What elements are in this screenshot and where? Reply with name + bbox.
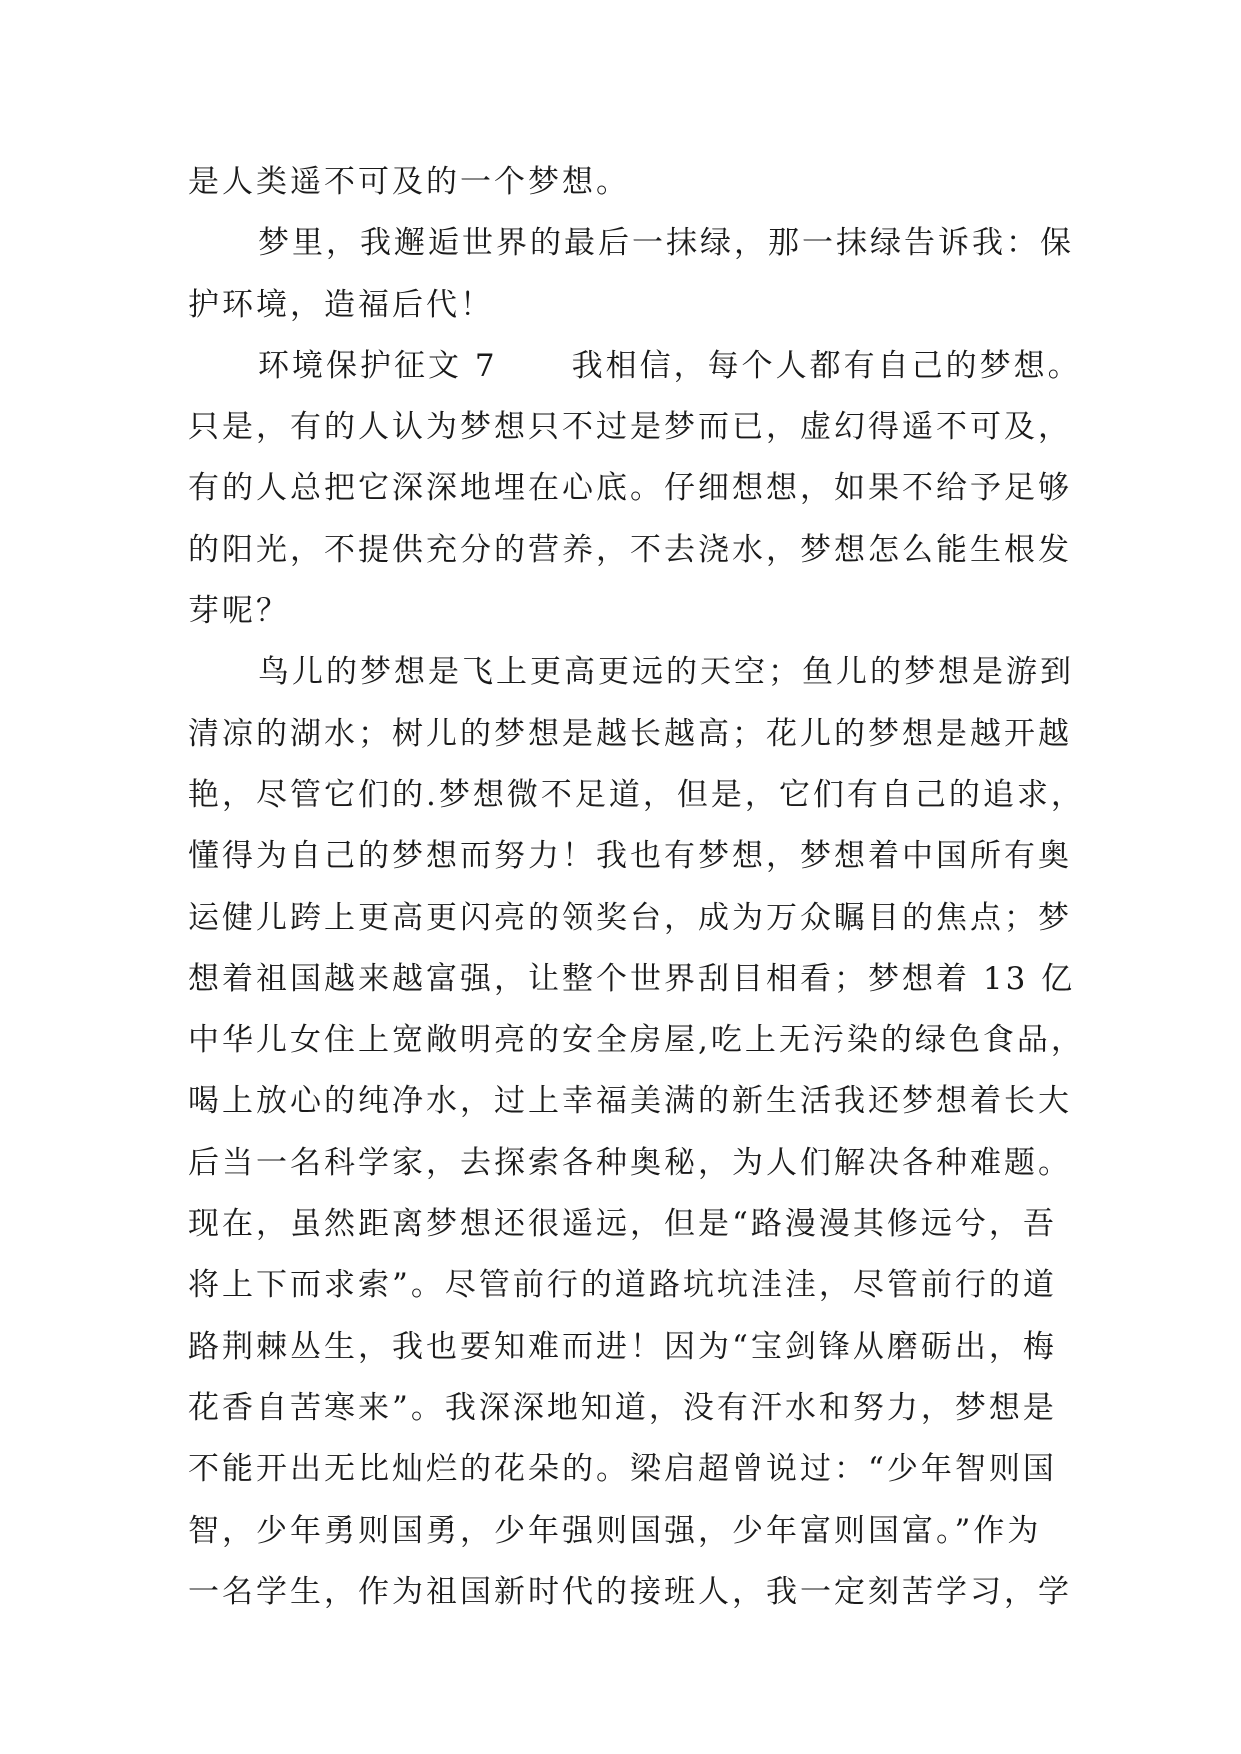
text-line: 是人类遥不可及的一个梦想。	[188, 164, 630, 200]
text-line: 的阳光，不提供充分的营养，不去浇水，梦想怎么能生根发	[188, 531, 1072, 568]
text-line: 鸟儿的梦想是飞上更高更远的天空；鱼儿的梦想是游到	[258, 654, 1074, 691]
text-line: 梦里，我邂逅世界的最后一抹绿，那一抹绿告诉我：保	[258, 225, 1074, 262]
text-line: 不能开出无比灿烂的花朵的。梁启超曾说过：“少年智则国	[188, 1451, 1057, 1488]
essay-heading-line	[188, 342, 1082, 403]
text-line: 护环境，造福后代！	[188, 286, 494, 323]
text-line: 中华儿女住上宽敞明亮的安全房屋,吃上无污染的绿色食品，	[188, 1022, 1085, 1059]
essay-title: 环境保护征文 7	[258, 347, 498, 384]
text-line: 一名学生，作为祖国新时代的接班人，我一定刻苦学习，学	[188, 1573, 1072, 1610]
text-line: 路荆棘丛生，我也要知难而进！因为“宝剑锋从磨砺出，梅	[188, 1328, 1057, 1365]
text-line: 艳，尽管它们的.梦想微不足道，但是，它们有自己的追求，	[188, 776, 1085, 813]
heading-line-text: 我相信，每个人都有自己的梦想。	[571, 347, 1082, 384]
text-line: 花香自苦寒来”。我深深地知道，没有汗水和努力，梦想是	[188, 1389, 1057, 1426]
text-line: 芽呢？	[188, 593, 290, 630]
text-line: 将上下而求索”。尽管前行的道路坑坑洼洼，尽管前行的道	[188, 1267, 1057, 1304]
essay-body	[188, 158, 1085, 1629]
text-line: 清凉的湖水；树儿的梦想是越长越高；花儿的梦想是越开越	[188, 715, 1072, 752]
text-line: 智，少年勇则国勇，少年强则国强，少年富则国富。”作为	[188, 1512, 1042, 1549]
text-line: 后当一名科学家，去探索各种奥秘，为人们解决各种难题。	[188, 1144, 1072, 1181]
text-line: 现在，虽然距离梦想还很遥远，但是“路漫漫其修远兮，吾	[188, 1206, 1057, 1243]
text-line: 喝上放心的纯净水，过上幸福美满的新生活我还梦想着长大	[188, 1083, 1072, 1120]
text-line: 有的人总把它深深地埋在心底。仔细想想，如果不给予足够	[188, 470, 1072, 507]
text-line: 懂得为自己的梦想而努力！我也有梦想，梦想着中国所有奥	[188, 838, 1072, 875]
text-line: 只是，有的人认为梦想只不过是梦而已，虚幻得遥不可及，	[188, 409, 1072, 446]
text-line: 运健儿跨上更高更闪亮的领奖台，成为万众瞩目的焦点；梦	[188, 899, 1072, 936]
text-line: 想着祖国越来越富强，让整个世界刮目相看；梦想着 13 亿	[188, 960, 1076, 997]
